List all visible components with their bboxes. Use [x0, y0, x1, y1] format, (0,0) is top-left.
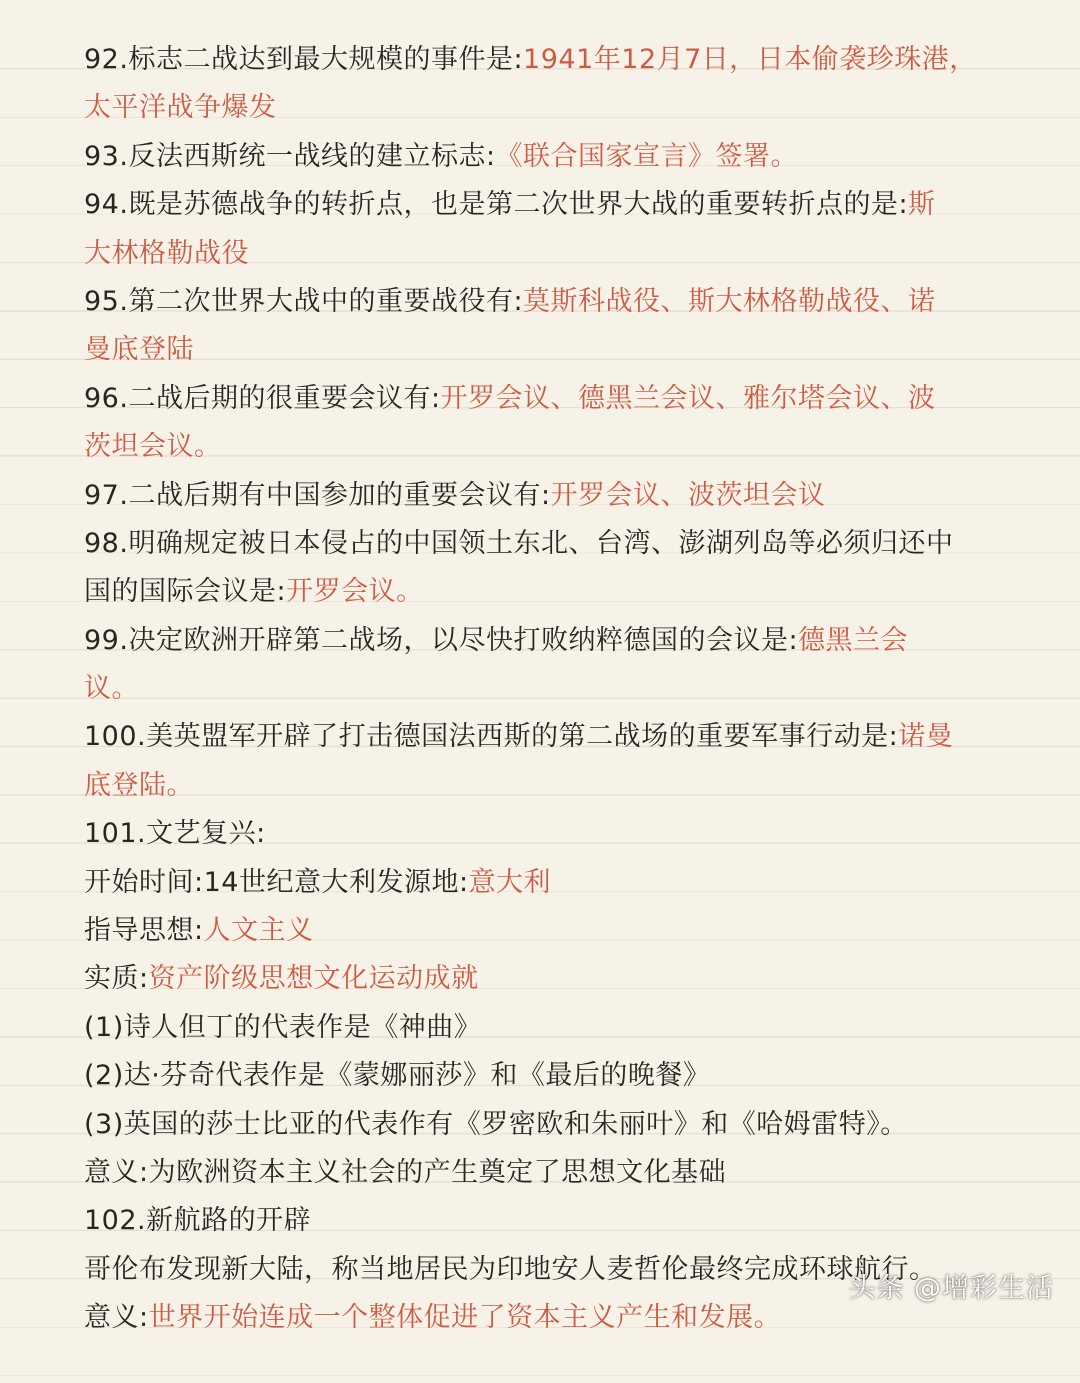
note-highlight: 诺曼 — [898, 721, 954, 753]
note-text: 指导思想: — [84, 915, 204, 947]
note-text: 开始时间:14世纪意大利发源地: — [84, 866, 469, 898]
note-text: 101.文艺复兴: — [84, 818, 266, 850]
note-text: 96.二战后期的很重要会议有: — [84, 382, 441, 414]
note-highlight: 资产阶级思想文化运动成就 — [148, 963, 479, 995]
note-highlight: 1941年12月7日，日本偷袭珍珠港， — [523, 44, 977, 75]
note-line — [84, 859, 1004, 907]
note-text: (2)达·芬奇代表作是《蒙娜丽莎》和《最后的晚餐》 — [84, 1060, 711, 1092]
note-line — [84, 84, 1004, 132]
note-highlight: 开罗会议。 — [286, 576, 424, 608]
note-line — [84, 181, 1004, 229]
note-line — [84, 1149, 1004, 1197]
note-highlight: 意大利 — [468, 866, 552, 898]
note-line — [84, 472, 1004, 520]
note-text: (3)英国的莎士比亚的代表作有《罗密欧和朱丽叶》和《哈姆雷特》。 — [84, 1108, 908, 1140]
note-line — [84, 278, 1004, 326]
note-text: 98.明确规定被日本侵占的中国领土东北、台湾、澎湖列岛等必须归还中 — [84, 527, 954, 559]
note-line — [84, 665, 1004, 713]
note-text: 102.新航路的开辟 — [84, 1205, 312, 1237]
note-line — [84, 1004, 1004, 1052]
note-line — [84, 1197, 1004, 1245]
note-line — [84, 36, 1004, 84]
note-line — [84, 762, 1004, 810]
note-highlight: 太平洋战争爆发 — [84, 92, 277, 124]
note-line — [84, 326, 1004, 374]
note-line — [84, 810, 1004, 858]
note-text: 100.美英盟军开辟了打击德国法西斯的第二战场的重要军事行动是: — [84, 721, 899, 753]
note-line — [84, 955, 1004, 1003]
note-line — [84, 230, 1004, 278]
note-text: 意义:为欧洲资本主义社会的产生奠定了思想文化基础 — [84, 1156, 727, 1188]
note-highlight: 开罗会议、波茨坦会议 — [550, 479, 826, 511]
note-highlight: 底登陆。 — [84, 769, 194, 801]
note-line — [84, 133, 1004, 181]
note-highlight: 斯 — [908, 189, 936, 221]
note-highlight: 莫斯科战役、斯大林格勒战役、诺 — [523, 285, 936, 317]
note-line — [84, 1052, 1004, 1100]
watermark-label: 头条 @增彩生活 — [848, 1273, 1054, 1304]
note-text: 94.既是苏德战争的转折点，也是第二次世界大战的重要转折点的是: — [84, 189, 909, 221]
note-line — [84, 520, 1004, 568]
note-line — [84, 907, 1004, 955]
note-text: 93.反法西斯统一战线的建立标志: — [84, 140, 496, 172]
notes-list — [84, 36, 1004, 1343]
note-text: 哥伦布发现新大陆，称当地居民为印地安人麦哲伦最终完成环球航行。 — [84, 1253, 937, 1285]
note-line — [84, 568, 1004, 616]
note-highlight: 人文主义 — [203, 915, 314, 947]
note-text: 国的国际会议是: — [84, 576, 287, 608]
note-highlight: 德黑兰会 — [798, 624, 909, 656]
note-highlight: 茨坦会议。 — [84, 431, 222, 463]
note-text: 99.决定欧洲开辟第二战场，以尽快打败纳粹德国的会议是: — [84, 624, 799, 656]
note-highlight: 开罗会议、德黑兰会议、雅尔塔会议、波 — [440, 382, 936, 414]
note-highlight: 议。 — [84, 673, 139, 705]
note-text: 意义: — [84, 1302, 149, 1334]
note-line — [84, 1101, 1004, 1149]
note-highlight: 世界开始连成一个整体促进了资本主义产生和发展。 — [148, 1302, 782, 1334]
note-line — [84, 713, 1004, 761]
note-line — [84, 423, 1004, 471]
note-text: 97.二战后期有中国参加的重要会议有: — [84, 479, 551, 511]
note-text: 92.标志二战达到最大规模的事件是: — [84, 44, 524, 75]
note-highlight: 《联合国家宣言》签署。 — [495, 140, 799, 172]
note-highlight: 大林格勒战役 — [84, 237, 249, 269]
note-highlight: 曼底登陆 — [84, 334, 194, 366]
note-line — [84, 617, 1004, 665]
note-line — [84, 375, 1004, 423]
note-text: 实质: — [84, 963, 149, 995]
note-text: (1)诗人但丁的代表作是《神曲》 — [84, 1011, 482, 1043]
note-text: 95.第二次世界大战中的重要战役有: — [84, 285, 524, 317]
